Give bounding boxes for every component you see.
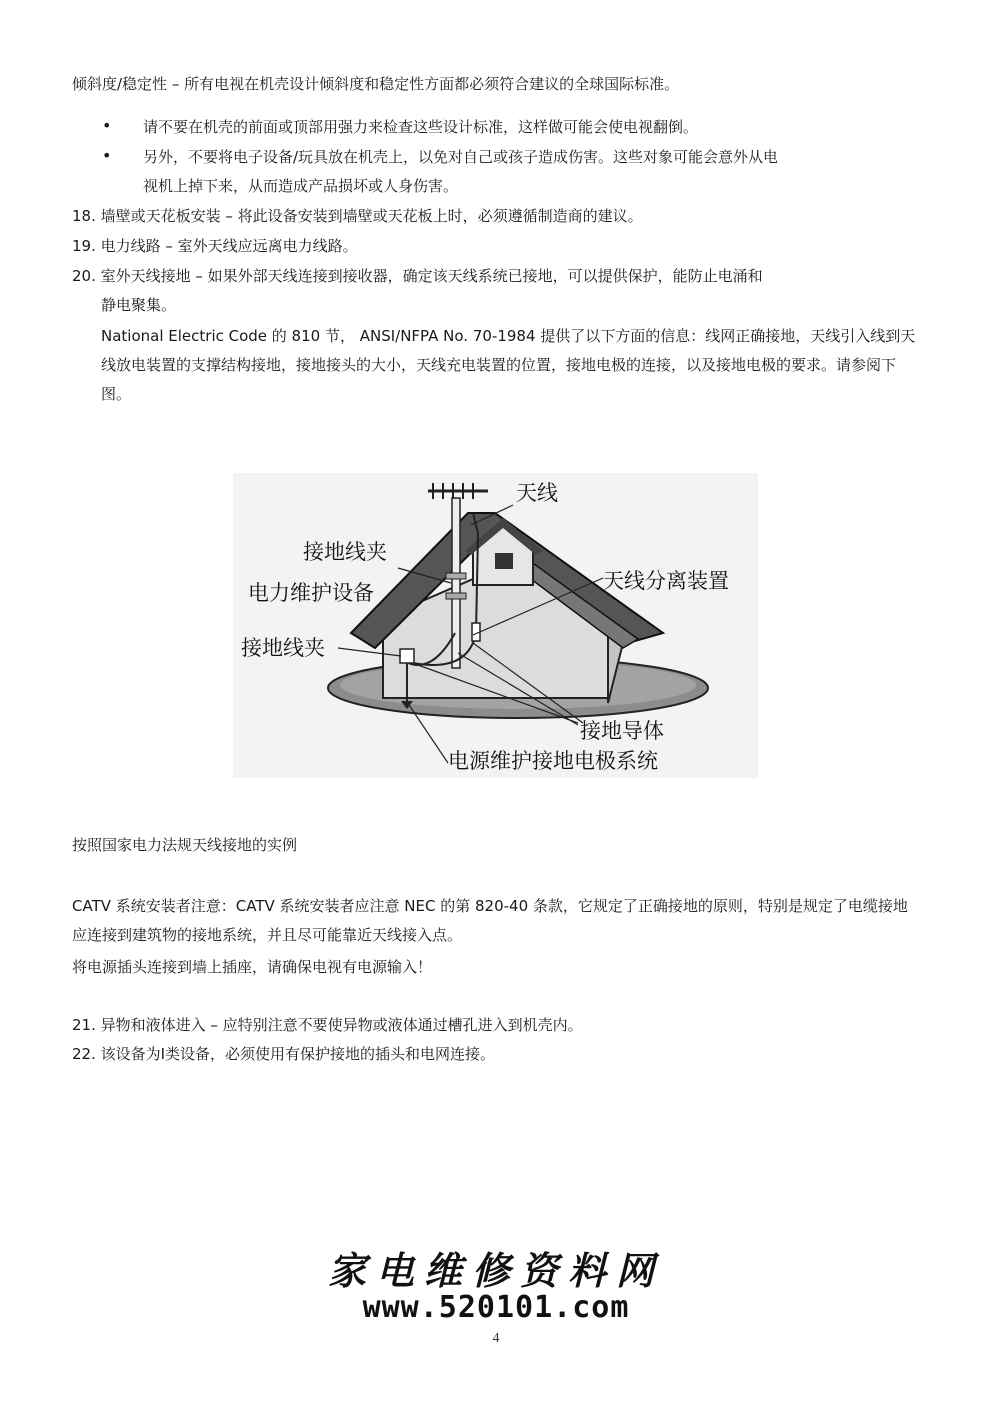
item-21: 21. 异物和液体进入 – 应特别注意不要使异物或液体通过槽孔进入到机壳内。 [72, 1016, 583, 1034]
item-20: 20. 室外天线接地 – 如果外部天线连接到接收器，确定该天线系统已接地，可以提供保护，能防止电涌和 [72, 267, 763, 285]
label-antenna: 天线 [516, 481, 558, 505]
nec-paragraph: National Electric Code 的 810 节， ANSI/NFPA No. 70-1984 提供了以下方面的信息：线网正确接地，天线引入线到天线放电装置的支撑结构接地，接地接头的大小，天线充电装置的位置，接地电极的连接，以及接地电极的要求。请参阅下图。 [101, 327, 916, 403]
label-electrode-system: 电源维护接地电极系统 [448, 749, 658, 773]
page-number: 4 [492, 1331, 500, 1346]
antenna-mast [452, 498, 460, 668]
antenna-grounding-diagram [233, 473, 758, 778]
label-clamp-top: 接地线夹 [303, 540, 387, 564]
label-discharge-unit: 天线分离装置 [603, 569, 729, 593]
power-service-box [400, 649, 414, 663]
bullet-marker: • [102, 146, 112, 165]
catv-note: CATV 系统安装者注意：CATV 系统安装者应注意 NEC 的第 820-40 条款，它规定了正确接地的原则，特别是规定了电缆接地应连接到建筑物的接地系统，并且尽可能靠近天线接入点。 [72, 897, 908, 944]
bullet-marker: • [102, 116, 112, 135]
label-power-equipment: 电力维护设备 [248, 581, 374, 605]
bullet-text: 请不要在机壳的前面或顶部用强力来检查这些设计标准，这样做可能会使电视翻倒。 [143, 118, 699, 136]
label-conductors: 接地导体 [580, 719, 664, 743]
item-19: 19. 电力线路 – 室外天线应远离电力线路。 [72, 237, 358, 255]
item-22: 22. 该设备为Ⅰ类设备，必须使用有保护接地的插头和电网连接。 [72, 1045, 496, 1063]
bullet-text-continued: 视机上掉下来，从而造成产品损坏或人身伤害。 [143, 177, 459, 195]
bullet-text: 另外，不要将电子设备/玩具放在机壳上，以免对自己或孩子造成伤害。这些对象可能会意外从电 [143, 148, 779, 166]
power-note: 将电源插头连接到墙上插座，请确保电视有电源输入！ [72, 958, 433, 976]
item-18: 18. 墙壁或天花板安装 – 将此设备安装到墙壁或天花板上时，必须遵循制造商的建议。 [72, 207, 643, 225]
diagram-caption: 按照国家电力法规天线接地的实例 [72, 836, 298, 854]
site-logo-url: www.520101.com [362, 1290, 630, 1325]
site-logo-chinese: 家电维修资料网 [327, 1248, 664, 1293]
item-20-continued: 静电聚集。 [101, 296, 177, 314]
tilt-stability-text: 倾斜度/稳定性 – 所有电视在机壳设计倾斜度和稳定性方面都必须符合建议的全球国际标准。 [72, 75, 680, 93]
label-clamp-bottom: 接地线夹 [241, 636, 325, 660]
